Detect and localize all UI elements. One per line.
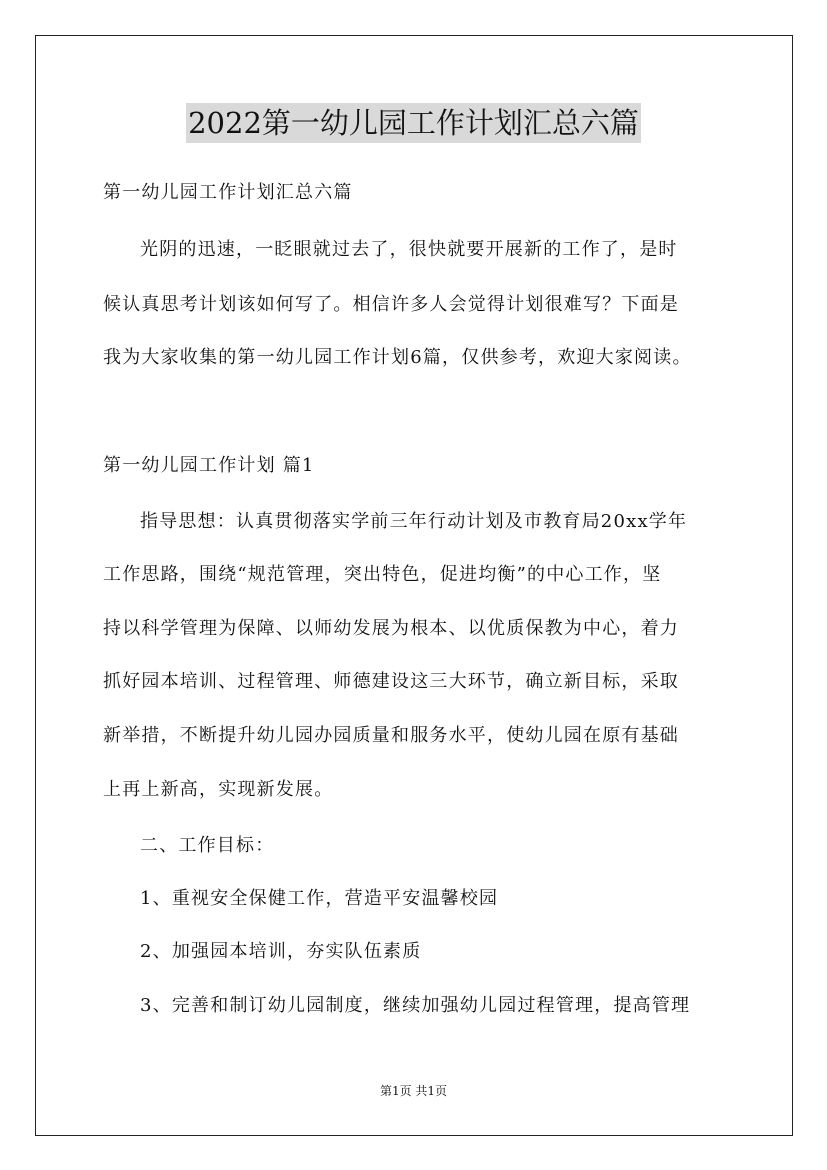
goal-item: 2、加强园本培训，夯实队伍素质	[140, 941, 422, 962]
intro-line: 候认真思考计划该如何写了。相信许多人会觉得计划很难写？下面是	[103, 294, 679, 315]
intro-line: 光阴的迅速，一眨眼就过去了，很快就要开展新的工作了，是时	[140, 239, 678, 260]
paragraph-line: 持以科学管理为保障、以师幼发展为根本、以优质保教为中心，着力	[103, 618, 679, 639]
subtitle: 第一幼儿园工作计划汇总六篇	[103, 182, 353, 203]
title-container	[0, 103, 827, 143]
paragraph-line: 上再上新高，实现新发展。	[103, 779, 334, 800]
paragraph-line: 指导思想：认真贯彻落实学前三年行动计划及市教育局20xx学年	[140, 511, 688, 532]
paragraph-line: 工作思路，围绕“规范管理，突出特色，促进均衡”的中心工作，坚	[103, 564, 662, 585]
intro-line: 我为大家收集的第一幼儿园工作计划6篇，仅供参考，欢迎大家阅读。	[103, 347, 692, 368]
goal-item: 3、完善和制订幼儿园制度，继续加强幼儿园过程管理，提高管理	[140, 995, 691, 1016]
page-number: 第1页 共1页	[379, 1084, 448, 1098]
paragraph-line: 新举措，不断提升幼儿园办园质量和服务水平，使幼儿园在原有基础	[103, 725, 679, 746]
paragraph-line: 抓好园本培训、过程管理、师德建设这三大环节，确立新目标，采取	[103, 671, 679, 692]
goal-item: 1、重视安全保健工作，营造平安温馨校园	[140, 888, 499, 909]
document-title: 2022第一幼儿园工作计划汇总六篇	[186, 103, 641, 143]
goals-heading: 二、工作目标：	[140, 835, 275, 856]
section-heading: 第一幼儿园工作计划 篇1	[103, 455, 315, 476]
